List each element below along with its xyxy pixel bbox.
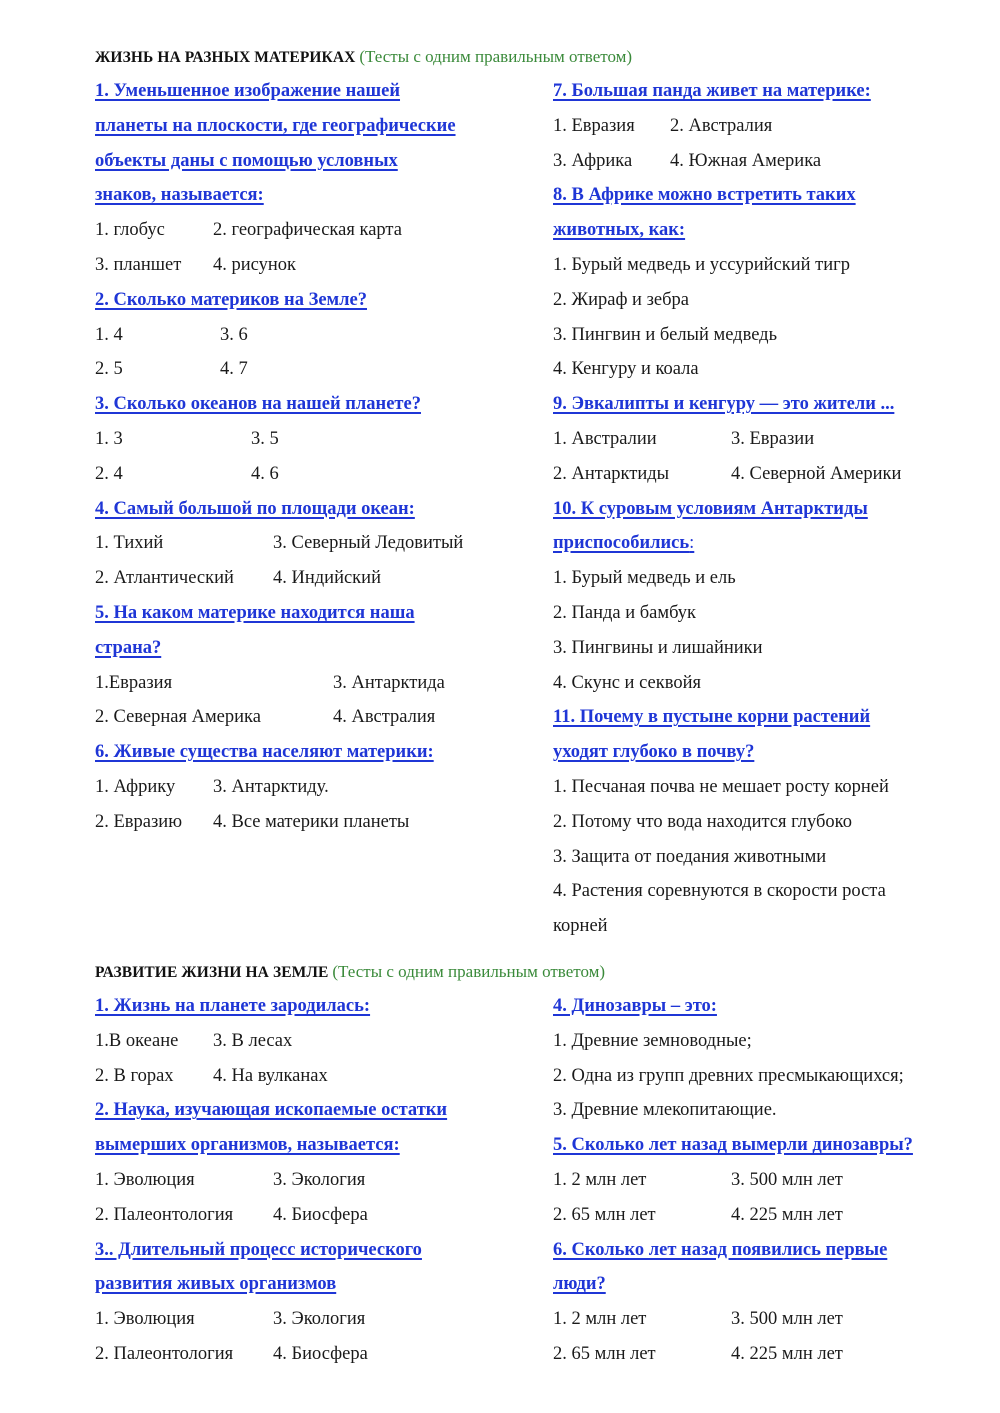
answer-option: 1. 3 xyxy=(95,428,123,449)
answer-row xyxy=(95,666,535,701)
answer-row xyxy=(553,109,973,144)
answer-option: 4. 225 млн лет xyxy=(731,1343,843,1364)
answer-option: 1. Бурый медведь и уссурийский тигр xyxy=(553,254,850,275)
question-10-line-2 xyxy=(553,526,973,561)
answer-option: 4. Кенгуру и коала xyxy=(553,359,699,380)
answer-option: 3. Пингвины и лишайники xyxy=(553,637,763,658)
answer-row xyxy=(553,422,973,457)
answer-option: 3. 5 xyxy=(251,428,279,449)
answer-option: 1. 2 млн лет xyxy=(553,1169,647,1190)
answer-row xyxy=(553,1198,973,1233)
answer-row xyxy=(95,700,535,735)
question-6: 6. Живые существа населяют материки: xyxy=(95,742,434,763)
answer-row xyxy=(95,1198,535,1233)
question-5-line-2: страна? xyxy=(95,637,162,658)
answer-option: 3. 500 млн лет xyxy=(731,1169,843,1190)
answer-row xyxy=(95,1024,535,1059)
question-2: 2. Сколько материков на Земле? xyxy=(95,289,367,310)
answer-option: 2. Потому что вода находится глубоко xyxy=(553,811,852,832)
question-10-line-1: 10. К суровым условиям Антарктиды xyxy=(553,498,868,519)
answer-option: 4. Австралия xyxy=(333,707,436,728)
answer-option: 1. Песчаная почва не мешает росту корней xyxy=(553,776,889,797)
question-4: 4. Самый большой по площади океан: xyxy=(95,498,415,519)
answer-row xyxy=(553,1337,973,1372)
answer-option: 1.В океане xyxy=(95,1030,179,1051)
answer-option: 1. Африку xyxy=(95,776,176,797)
answer-option: 1. 4 xyxy=(95,324,123,345)
question-1-line-4: знаков, называется: xyxy=(95,185,264,206)
answer-option: 2. 65 млн лет xyxy=(553,1343,656,1364)
answer-option: 3. планшет xyxy=(95,254,182,275)
answer-option: 3. 500 млн лет xyxy=(731,1309,843,1330)
answer-option: 4. 225 млн лет xyxy=(731,1204,843,1225)
answer-option: 1. Эволюция xyxy=(95,1169,195,1190)
section1-left-column xyxy=(95,74,535,840)
answer-option: 1. Евразия xyxy=(553,115,635,136)
section2-header xyxy=(95,962,605,982)
question-10-colon: : xyxy=(689,533,695,554)
answer-row xyxy=(95,1337,535,1372)
answer-option: 3. Древние млекопитающие. xyxy=(553,1100,777,1121)
answer-option: 2. Панда и бамбук xyxy=(553,602,697,623)
question-6-line-2: люди? xyxy=(553,1274,606,1295)
answer-option: 2. Австралия xyxy=(670,115,773,136)
section2-left-column xyxy=(95,989,535,1372)
answer-option: 2. 4 xyxy=(95,463,123,484)
answer-option: 3. Экология xyxy=(273,1309,366,1330)
answer-option: 4. Скунс и секвойя xyxy=(553,672,701,693)
answer-option: 2. Атлантический xyxy=(95,568,234,589)
answer-option: 3. Пингвин и белый медведь xyxy=(553,324,778,345)
answer-option: 3. В лесах xyxy=(213,1030,293,1051)
answer-option: 4. Биосфера xyxy=(273,1204,368,1225)
question-2-line-2: вымерших организмов, называется: xyxy=(95,1135,400,1156)
section1-title: ЖИЗНЬ НА РАЗНЫХ МАТЕРИКАХ xyxy=(95,49,356,66)
answer-option: 1. Древние земноводные; xyxy=(553,1030,752,1051)
answer-option: 4. рисунок xyxy=(213,254,297,275)
question-1-line-1: 1. Уменьшенное изображение нашей xyxy=(95,81,401,101)
question-5-line-1: 5. На каком материке находится наша xyxy=(95,602,415,623)
answer-option: 3. Африка xyxy=(553,150,633,171)
answer-option: 1. Австралии xyxy=(553,428,657,449)
answer-option: 2. Северная Америка xyxy=(95,707,261,728)
answer-row xyxy=(553,457,973,492)
question-8-line-1: 8. В Африке можно встретить таких xyxy=(553,185,856,206)
answer-row xyxy=(553,1302,973,1337)
answer-option: 1. Эволюция xyxy=(95,1309,195,1330)
question-1-line-2: планеты на плоскости, где географические xyxy=(95,115,456,136)
answer-option: 2. Антарктиды xyxy=(553,463,670,484)
answer-row xyxy=(95,770,535,805)
question-5: 5. Сколько лет назад вымерли динозавры? xyxy=(553,1135,913,1156)
answer-option: 4. Индийский xyxy=(273,568,381,589)
question-1-line-3: объекты даны с помощью условных xyxy=(95,150,398,171)
section2-right-column xyxy=(553,989,973,1372)
answer-option: 3. Антарктида xyxy=(333,672,445,693)
answer-option-continuation: корней xyxy=(553,916,608,937)
answer-option: 4. 6 xyxy=(251,463,279,484)
answer-option: 2. географическая карта xyxy=(213,220,402,241)
question-3: 3. Сколько океанов на нашей планете? xyxy=(95,394,421,415)
answer-option: 2. В горах xyxy=(95,1065,174,1086)
answer-row xyxy=(553,1163,973,1198)
answer-row xyxy=(95,248,535,283)
answer-option: 4. На вулканах xyxy=(213,1065,328,1086)
answer-option: 2. Палеонтология xyxy=(95,1343,234,1364)
answer-option: 1. глобус xyxy=(95,220,165,241)
section1-note: (Тесты с одним правильным ответом) xyxy=(359,47,633,66)
answer-row xyxy=(95,561,535,596)
section2-note: (Тесты с одним правильным ответом) xyxy=(332,962,606,981)
answer-option: 4. Растения соревнуются в скорости роста xyxy=(553,881,886,902)
answer-option: 1.Евразия xyxy=(95,672,173,693)
answer-option: 1. Бурый медведь и ель xyxy=(553,568,736,589)
question-10-text: приспособились xyxy=(553,533,690,554)
answer-option: 3. Защита от поедания животными xyxy=(553,846,827,867)
answer-option: 4. Все материки планеты xyxy=(213,811,410,832)
question-3-line-1: 3.. Длительный процесс исторического xyxy=(95,1239,422,1260)
question-4: 4. Динозавры – это: xyxy=(553,996,717,1016)
answer-row xyxy=(95,318,535,353)
answer-option: 2. 65 млн лет xyxy=(553,1204,656,1225)
answer-row xyxy=(95,805,535,840)
question-2-line-1: 2. Наука, изучающая ископаемые остатки xyxy=(95,1100,448,1121)
answer-row xyxy=(95,422,535,457)
answer-option: 3. Евразии xyxy=(731,428,815,449)
section2-title: РАЗВИТИЕ ЖИЗНИ НА ЗЕМЛЕ xyxy=(95,964,329,981)
section1-right-column xyxy=(553,74,973,944)
answer-option: 4. 7 xyxy=(220,359,248,380)
answer-row xyxy=(95,352,535,387)
answer-option: 2. Одна из групп древних пресмыкающихся; xyxy=(553,1065,904,1086)
answer-row xyxy=(95,1302,535,1337)
answer-option: 3. Северный Ледовитый xyxy=(273,533,464,554)
answer-row xyxy=(95,1163,535,1198)
question-11-line-2: уходят глубоко в почву? xyxy=(553,742,755,763)
question-9: 9. Эвкалипты и кенгуру — это жители ... xyxy=(553,394,895,415)
question-3-line-2: развития живых организмов xyxy=(95,1274,337,1295)
answer-option: 2. Евразию xyxy=(95,811,183,832)
answer-option: 1. 2 млн лет xyxy=(553,1309,647,1330)
question-7: 7. Большая панда живет на материке: xyxy=(553,81,871,101)
answer-option: 4. Северной Америки xyxy=(731,463,902,484)
answer-option: 2. 5 xyxy=(95,359,123,380)
answer-option: 3. Антарктиду. xyxy=(213,776,329,797)
section1-header xyxy=(95,47,632,67)
question-6-line-1: 6. Сколько лет назад появились первые xyxy=(553,1239,888,1260)
answer-option: 1. Тихий xyxy=(95,533,164,554)
answer-row xyxy=(95,1059,535,1094)
answer-row xyxy=(95,457,535,492)
answer-option: 3. 6 xyxy=(220,324,248,345)
answer-row xyxy=(553,144,973,179)
answer-row xyxy=(95,526,535,561)
question-11-line-1: 11. Почему в пустыне корни растений xyxy=(553,707,871,728)
answer-option: 2. Палеонтология xyxy=(95,1204,234,1225)
answer-option: 4. Южная Америка xyxy=(670,150,822,171)
answer-option: 3. Экология xyxy=(273,1169,366,1190)
question-8-line-2: животных, как: xyxy=(553,220,686,241)
question-1: 1. Жизнь на планете зародилась: xyxy=(95,996,371,1016)
answer-option: 4. Биосфера xyxy=(273,1343,368,1364)
answer-option: 2. Жираф и зебра xyxy=(553,289,689,310)
answer-row xyxy=(95,213,535,248)
